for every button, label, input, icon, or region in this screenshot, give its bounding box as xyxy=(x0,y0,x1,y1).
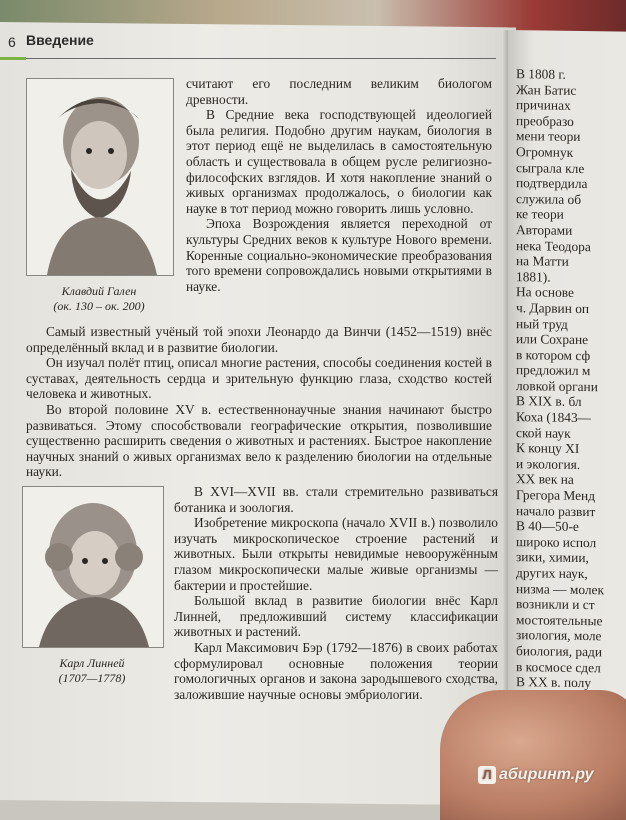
right-page-line: Коха (1843— xyxy=(516,409,592,426)
right-page-line: В 40—50-е xyxy=(516,518,579,535)
paragraph: считают его последним великим биологом древности. xyxy=(186,76,492,107)
caption-linnaeus-dates: (1707—1778) xyxy=(58,671,126,685)
right-page-text xyxy=(516,66,606,722)
right-page-line: В XX в. полу xyxy=(516,674,592,691)
right-page-line: широко испол xyxy=(516,533,597,551)
header-rule xyxy=(26,58,496,59)
portrait-galen xyxy=(26,78,174,276)
paragraph: В XVI—XVII вв. стали стремительно развиваться ботаника и зоология. xyxy=(174,484,498,515)
section-title: Введение xyxy=(26,32,94,48)
galen-engraving-icon xyxy=(27,79,173,275)
right-page-line: нека Теодора xyxy=(516,237,591,254)
right-page-line: зики, химии, xyxy=(516,549,589,566)
paragraph: В Средние века господствующей идеологией была религия. Подобно другим наукам, биология в этот период ещё не выделилась в самостоятельную область и существовала в общем русле религиозно-философских взглядов. И хотя накопление знаний о живых организмах продолжалось, о биологии как науке в тот период можно говорить лишь условно. xyxy=(186,107,492,216)
watermark-text: абиринт.ру xyxy=(499,766,594,783)
right-page xyxy=(508,30,626,752)
page-number: 6 xyxy=(8,34,16,50)
text-block-top xyxy=(186,76,492,294)
right-page-line: мостоятельные xyxy=(516,611,603,629)
portrait-linnaeus xyxy=(22,486,164,648)
right-page-line: или Сохране xyxy=(516,331,589,348)
labirint-logo-icon: Л xyxy=(478,766,496,784)
right-page-line: причинах xyxy=(516,97,571,114)
right-page-line: 1881). xyxy=(516,268,551,285)
watermark-logo xyxy=(478,766,594,784)
right-page-line: ской наук xyxy=(516,424,571,441)
paragraph: Большой вклад в развитие биологии внёс Карл Линней, предложивший систему классификации животных и растений. xyxy=(174,593,498,640)
right-page-line: Огромнук xyxy=(516,144,574,160)
caption-linnaeus xyxy=(22,656,162,686)
caption-linnaeus-name: Карл Линней xyxy=(59,656,125,670)
right-page-line: низма — молек xyxy=(516,580,604,597)
page-header xyxy=(0,26,498,56)
right-page-line: В 1808 г. xyxy=(516,66,566,82)
right-page-line: ловкой органи xyxy=(516,377,598,395)
right-page-line: ке теори xyxy=(516,206,564,223)
right-page-line: В XIX в. бл xyxy=(516,393,582,410)
paragraph: Эпоха Возрождения является переходной от культуры Средних веков к культуре Нового времени. Коренные социально-экономические преобразования того времени сопровождались новыми открытиями в науке. xyxy=(186,216,492,294)
right-page-line: ч. Дарвин оп xyxy=(516,300,590,317)
header-accent-rule xyxy=(0,57,26,60)
right-page-line: подтвердила xyxy=(516,175,588,192)
right-page-line: К концу XI xyxy=(516,440,580,457)
right-page-line: в котором сф xyxy=(516,346,591,363)
right-page-line: Грегора Менд xyxy=(516,487,596,504)
thumb-photo-overlay xyxy=(440,690,626,820)
right-page-line: других наук, xyxy=(516,565,588,582)
right-page-line: ный труд xyxy=(516,315,568,332)
caption-galen-name: Клавдий Гален xyxy=(61,284,137,298)
right-page-line: сыграла кле xyxy=(516,159,585,176)
text-block-full xyxy=(26,324,492,480)
caption-galen xyxy=(26,284,172,314)
right-page-line: и экология. xyxy=(516,455,581,472)
right-page-line: На основе xyxy=(516,284,574,301)
right-page-line: зиология, моле xyxy=(516,627,602,644)
linnaeus-engraving-icon xyxy=(23,487,163,647)
right-page-line: мени теори xyxy=(516,128,581,145)
right-page-line: предложил м xyxy=(516,362,591,379)
right-page-line: Жан Батис xyxy=(516,81,577,98)
right-page-line: начало развит xyxy=(516,502,596,519)
right-page-line: биология, ради xyxy=(516,643,603,660)
right-page-line: XX век на xyxy=(516,471,574,488)
text-block-bottom xyxy=(174,484,498,702)
paragraph: Изобретение микроскопа (начало XVII в.) позволило изучать микроскопическое строение растений и животных. Были открыты невидимые невооружённым глазом микроскопически малые живые организмы — бактерии и простейшие. xyxy=(174,515,498,593)
right-page-line: Авторами xyxy=(516,222,573,238)
paragraph: Самый известный учёный той эпохи Леонардо да Винчи (1452—1519) внёс определённый вклад и в развитие биологии. xyxy=(26,324,492,355)
right-page-line: возникли и ст xyxy=(516,596,595,613)
paragraph: Он изучал полёт птиц, описал многие растения, способы соединения костей в суставах, деятельность сердца и зрительную функцию глаза, сходство костей человека и животных. xyxy=(26,355,492,402)
right-page-line: в космосе сдел xyxy=(516,658,601,675)
caption-galen-dates: (ок. 130 – ок. 200) xyxy=(53,299,145,313)
right-page-line: служила об xyxy=(516,190,582,207)
paragraph: Во второй половине XV в. естественнонаучные знания начинают быстро развиваться. Этому способствовали географические открытия, позволившие существенно расширить сведения о животных и растениях. Быстрое накопление научных знаний о живых организмах вело к разделению биологии на отдельные науки. xyxy=(26,401,492,480)
right-page-line: преобразо xyxy=(516,112,574,129)
right-page-line: на Матти xyxy=(516,253,569,269)
paragraph: Карл Максимович Бэр (1792—1876) в своих работах сформулировал основные положения теории гомологичных органов и закона зародышевого сходства, заложившие научные основы эмбриологии. xyxy=(174,639,498,702)
